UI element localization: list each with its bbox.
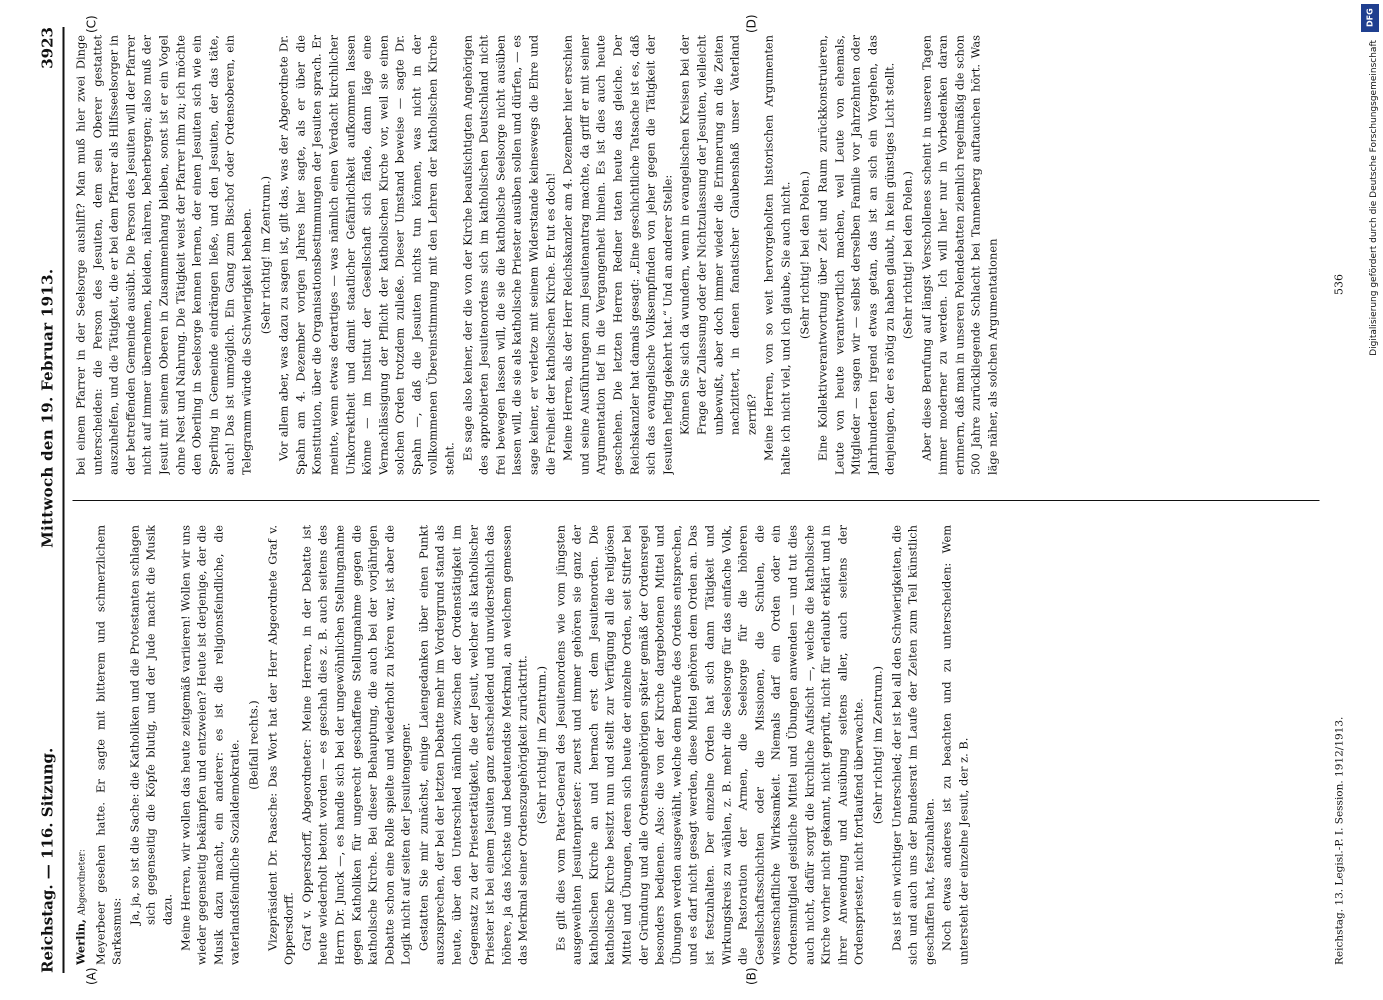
document-page [24, 5, 1359, 995]
right-paragraph-4: Meine Herren, als der Herr Reichskanzler am 4. Dezember hier erschien und seine Ausführungen zum Jesuitenantrag machte, da griff er mit seiner Argumentation tief in die Vergangenheit hinein. Es ist dies auch heute geschehen. Die letzten Herren Redner taten heute das gleiche. Der Reichskanzler hat damals gesagt: „Eine geschichtliche Tatsache ist es, daß sich das evangelische Volksempfinden von jeher gegen die Tätigkeit der Jesuiten heftig gekehrt hat.“ Und an anderer Stelle: [560, 35, 674, 475]
column-divider [72, 500, 1319, 501]
right-paragraph-2: Vor allem aber, was dazu zu sagen ist, gilt das, was der Abgeordnete Dr. Spahn am 4. Dezember vorigen Jahres hier sagte, als er über die Konstitution, über die Organisationsbestimmungen der Jesuiten sprach. Er meinte, wenn etwas derartiges — was nämlich einen Verdacht kirchlicher Unkorrektheit und damit staatlicher Gefährlichkeit aufkommen lassen könne — im Institut der Gesellschaft sich fände, dann läge eine Vernachlässigung der Pflicht der katholischen Kirche vor, weil sie einen solchen Orden trotzdem zuließe. Dieser Umstand beweise — sagte Dr. Spahn —, daß die Jesuiten nichts tun können, was nicht in der vollkommenen Übereinstimmung mit den Lehren der katholischen Kirche steht. [276, 35, 457, 475]
right-quote: Können Sie sich da wundern, wenn in evangelischen Kreisen bei der Frage der Zulassung oder der Nichtzulassung der Jesuiten, vielleicht unbewußt, aber doch immer wieder die Erinnerung an die Zeiten nachzittert, in denen fanatischer Glaubenshaß unser Vaterland zerriß? [677, 35, 758, 435]
margin-marker-c: (C) [84, 15, 98, 33]
digitization-credit: Digitalisierung gefördert durch die Deutsche Forschungsgemeinschaft [1369, 40, 1379, 356]
left-paragraph-6: Es gilt dies vom Pater-General des Jesuitenordens wie vom jüngsten ausgeweihten Jesuitenpriester: zuerst und immer gehören sie ganz der katholischen Kirche an und hernach erst dem Jesuitenorden. Die katholische Kirche besitzt nun und stellt zur Verfügung all die religiösen Mittel und Übungen, deren sich heute der einzelne Orden, seit Stifter bei der Gründung und alle Ordensangehörigen später gemäß der Ordensregel besonders bedienen. Also: die von der Kirche dargebotenen Mittel und Übungen werden ausgewählt, welche dem Berufe des Ordens entsprechen, und es darf nicht gesagt werden, diese Mittel gehören dem Orden an. Das ist festzuhalten. Der einzelne Orden hat sich dann Tätigkeit und Wirkungskreis zu wählen, z. B. mehr die Seelsorge für das einfache Volk, die Pastoration der Armen, die Seelsorge für die höheren Gesellschaftsschichten oder die Missionen, die Schulen, die wissenschaftliche Wirksamkeit. Niemals darf ein Orden oder ein Ordensmitglied geistliche Mittel und Übungen anwenden — und tut dies auch nicht, dafür sorgt die kirchliche Aufsicht —, welche die katholische Kirche vorher nicht gekannt, nicht geprüft, nicht für erlaubt erklärt und in ihrer Anwendung und Ausübung seitens aller, auch seitens der Ordenspriester, nicht fortlaufend überwachte. [552, 525, 866, 965]
speaker-role: Abgeordneter: [77, 849, 87, 916]
left-paragraph-3: Vizepräsident Dr. Paasche: Das Wort hat der Herr Abgeordnete Graf v. Oppersdorff. [264, 525, 296, 965]
margin-marker-b: (B) [744, 967, 758, 985]
left-paragraph-2: Meine Herren, wir wollen das heute zeitgemäß variieren! Wollen wir uns wieder gegenseitig bekämpfen und entzweien? Heute ist derjenige, der die Musik dazu macht, ein anderer: es ist die religionsfeindliche, die vaterlandsfeindliche Sozialdemokratie. [177, 525, 242, 965]
right-paragraph-7: Aber diese Berufung auf längst Verschollenes scheint in unseren Tagen immer moderner zu werden. Ich will hier nur in Vorbedenken daran erinnern, daß man in unseren Polendebatten ziemlich regelmäßig die schon 500 Jahre zurückliegende Schlacht bei Tannenberg auftauchen hört. Was läge näher, als solchen Argumentationen [918, 35, 1000, 475]
right-paragraph-6: Eine Kollektivverantwortung über Zeit und Raum zurückkonstruieren, Leute von heute verantwortlich machen, weil Leute von ehemals, Mitglieder — sagen wir — selbst derselben Familie vor Jahrzehnten oder Jahrhunderten irgend etwas getan, das ist an sich ein Vorgehen, das denjenigen, der es nötig zu haben glaubt, in kein günstiges Licht stellt. [815, 35, 896, 475]
left-paragraph-5: Gestatten Sie mir zunächst, einige Laiengedanken über einen Punkt auszusprechen, der bei der letzten Debatte mehr im Vordergrund stand als heute, über den Unterschied nämlich zwischen der Ordenstätigkeit im Gegensatz zu der Priestertätigkeit, die der Jesuit, welcher als katholischer Priester ist bei einem Jesuiten ganz entscheidend und unwiderstehlich das höhere, ja das höchste und bedeutendste Merkmal, an welchem gemessen das Merkmal seiner Ordenszugehörigkeit zurücktritt. [415, 525, 530, 965]
right-column [72, 35, 1319, 475]
header-left: Reichstag. — 116. Sitzung. [38, 747, 56, 973]
left-column [72, 525, 1319, 965]
right-paragraph-5: Meine Herren, von so weit hervorgeholten historischen Argumenten halte ich nicht viel, und ich glaube, Sie auch nicht. [761, 35, 792, 475]
left-paragraph-7: Das ist ein wichtiger Unterschied; der ist bei all den Schwierigkeiten, die sich und auch uns der Bundesrat im Laufe der Zeiten zum Teil künstlich geschaffen hat, festzuhalten. [888, 525, 936, 965]
margin-marker-a: (A) [84, 967, 98, 985]
left-applause-2: (Sehr richtig! im Zentrum.) [534, 665, 549, 825]
page-header [32, 27, 64, 973]
footer-page-number: 536 [1332, 274, 1345, 295]
left-applause-1: (Beifall rechts.) [245, 700, 260, 790]
right-paragraph-1: bei einem Pfarrer in der Seelsorge aushilft? Man muß hier zwei Dinge unterscheiden: die Person des Jesuiten, dem sein Oberer gestattet auszuhelfen, und die Tätigkeit, die er bei dem Pfarrer als Hilfsseelsorger in der betreffenden Gemeinde ausübt. Die Person des Jesuiten will der Pfarrer nicht auf immer übernehmen, kleiden, nähren, beherbergen; also muß der Jesuit mit seinem Oberen in Zusammenhang bleiben, sonst ist er ein Vogel ohne Nest und Nahrung. Die Tätigkeit weist der Pfarrer ihm zu; ich möchte den Oberling in Seelsorge kennen lernen, der einen Jesuiten sich wie ein Sperling in Gemeinde eindrängen ließe, und den Jesuiten, der das täte, auch! Das ist unmöglich. Ein Gang zum Bischof oder Ordensoberen, ein Telegramm würde die Schwierigkeit beheben. [73, 35, 253, 475]
left-paragraph-1: Meyerbeer gesehen hatte. Er sagte mit bitterem und schmerzlichem Sarkasmus: [92, 525, 124, 965]
header-page-number: 3923 [38, 27, 56, 69]
left-paragraph-8: Noch etwas anderes ist zu beachten und zu unterscheiden: Wem untersteht der einzelne Jesuit, der z. B. [939, 525, 970, 965]
margin-marker-d: (D) [744, 14, 758, 33]
page-footer: Reichstag. 13. Legisl.-P. I. Session. 1912/1913. [1333, 716, 1345, 965]
left-speaker-line [72, 525, 91, 965]
right-applause-1: (Sehr richtig! im Zentrum.) [257, 175, 272, 335]
dfg-logo: DFG [1361, 4, 1379, 32]
header-date: Mittwoch den 19. Februar 1913. [38, 268, 56, 548]
right-applause-2: (Sehr richtig! bei den Polen.) [796, 170, 811, 340]
right-applause-3: (Sehr richtig! bei den Polen.) [900, 170, 915, 340]
left-quote: Ja, ja, so ist die Sache: die Katholiken und die Protestanten schlagen sich gegenseitig die Köpfe blutig, und der Jude macht die Musik dazu. [126, 525, 174, 925]
right-paragraph-3: Es sage also keiner, der die von der Kirche beaufsichtigten Angehörigen des approbierten Jesuitenordens sich im katholischen Deutschland nicht frei bewegen lassen will, die sie die katholische Seelsorge nicht ausüben lassen will, die sie als katholische Priester ausüben sollen und dürfen, — es sage keiner, er verletze mit seinem Widerstande keineswegs die Ehre und die Freiheit der katholischen Kirche. Er tut es doch! [459, 35, 557, 475]
left-applause-3: (Sehr richtig! im Zentrum.) [869, 665, 884, 825]
left-paragraph-4: Graf v. Oppersdorff, Abgeordneter: Meine Herren, in der Debatte ist heute wiederholt betont worden — es geschah dies z. B. auch seitens des Herrn Dr. Junck —, es handle sich bei der ungewöhnlichen Stellungnahme gegen Katholiken für ungerecht geschaffene Stellungnahme gegen die katholische Kirche. Bei dieser Behauptung, die auch bei der vorjährigen Debatte schon eine Rolle spielte und wiederholt zu hören war, ist aber die Logik nicht auf seiten der Jesuitengegner. [298, 525, 413, 965]
speaker-name: Werlin, [73, 918, 87, 965]
